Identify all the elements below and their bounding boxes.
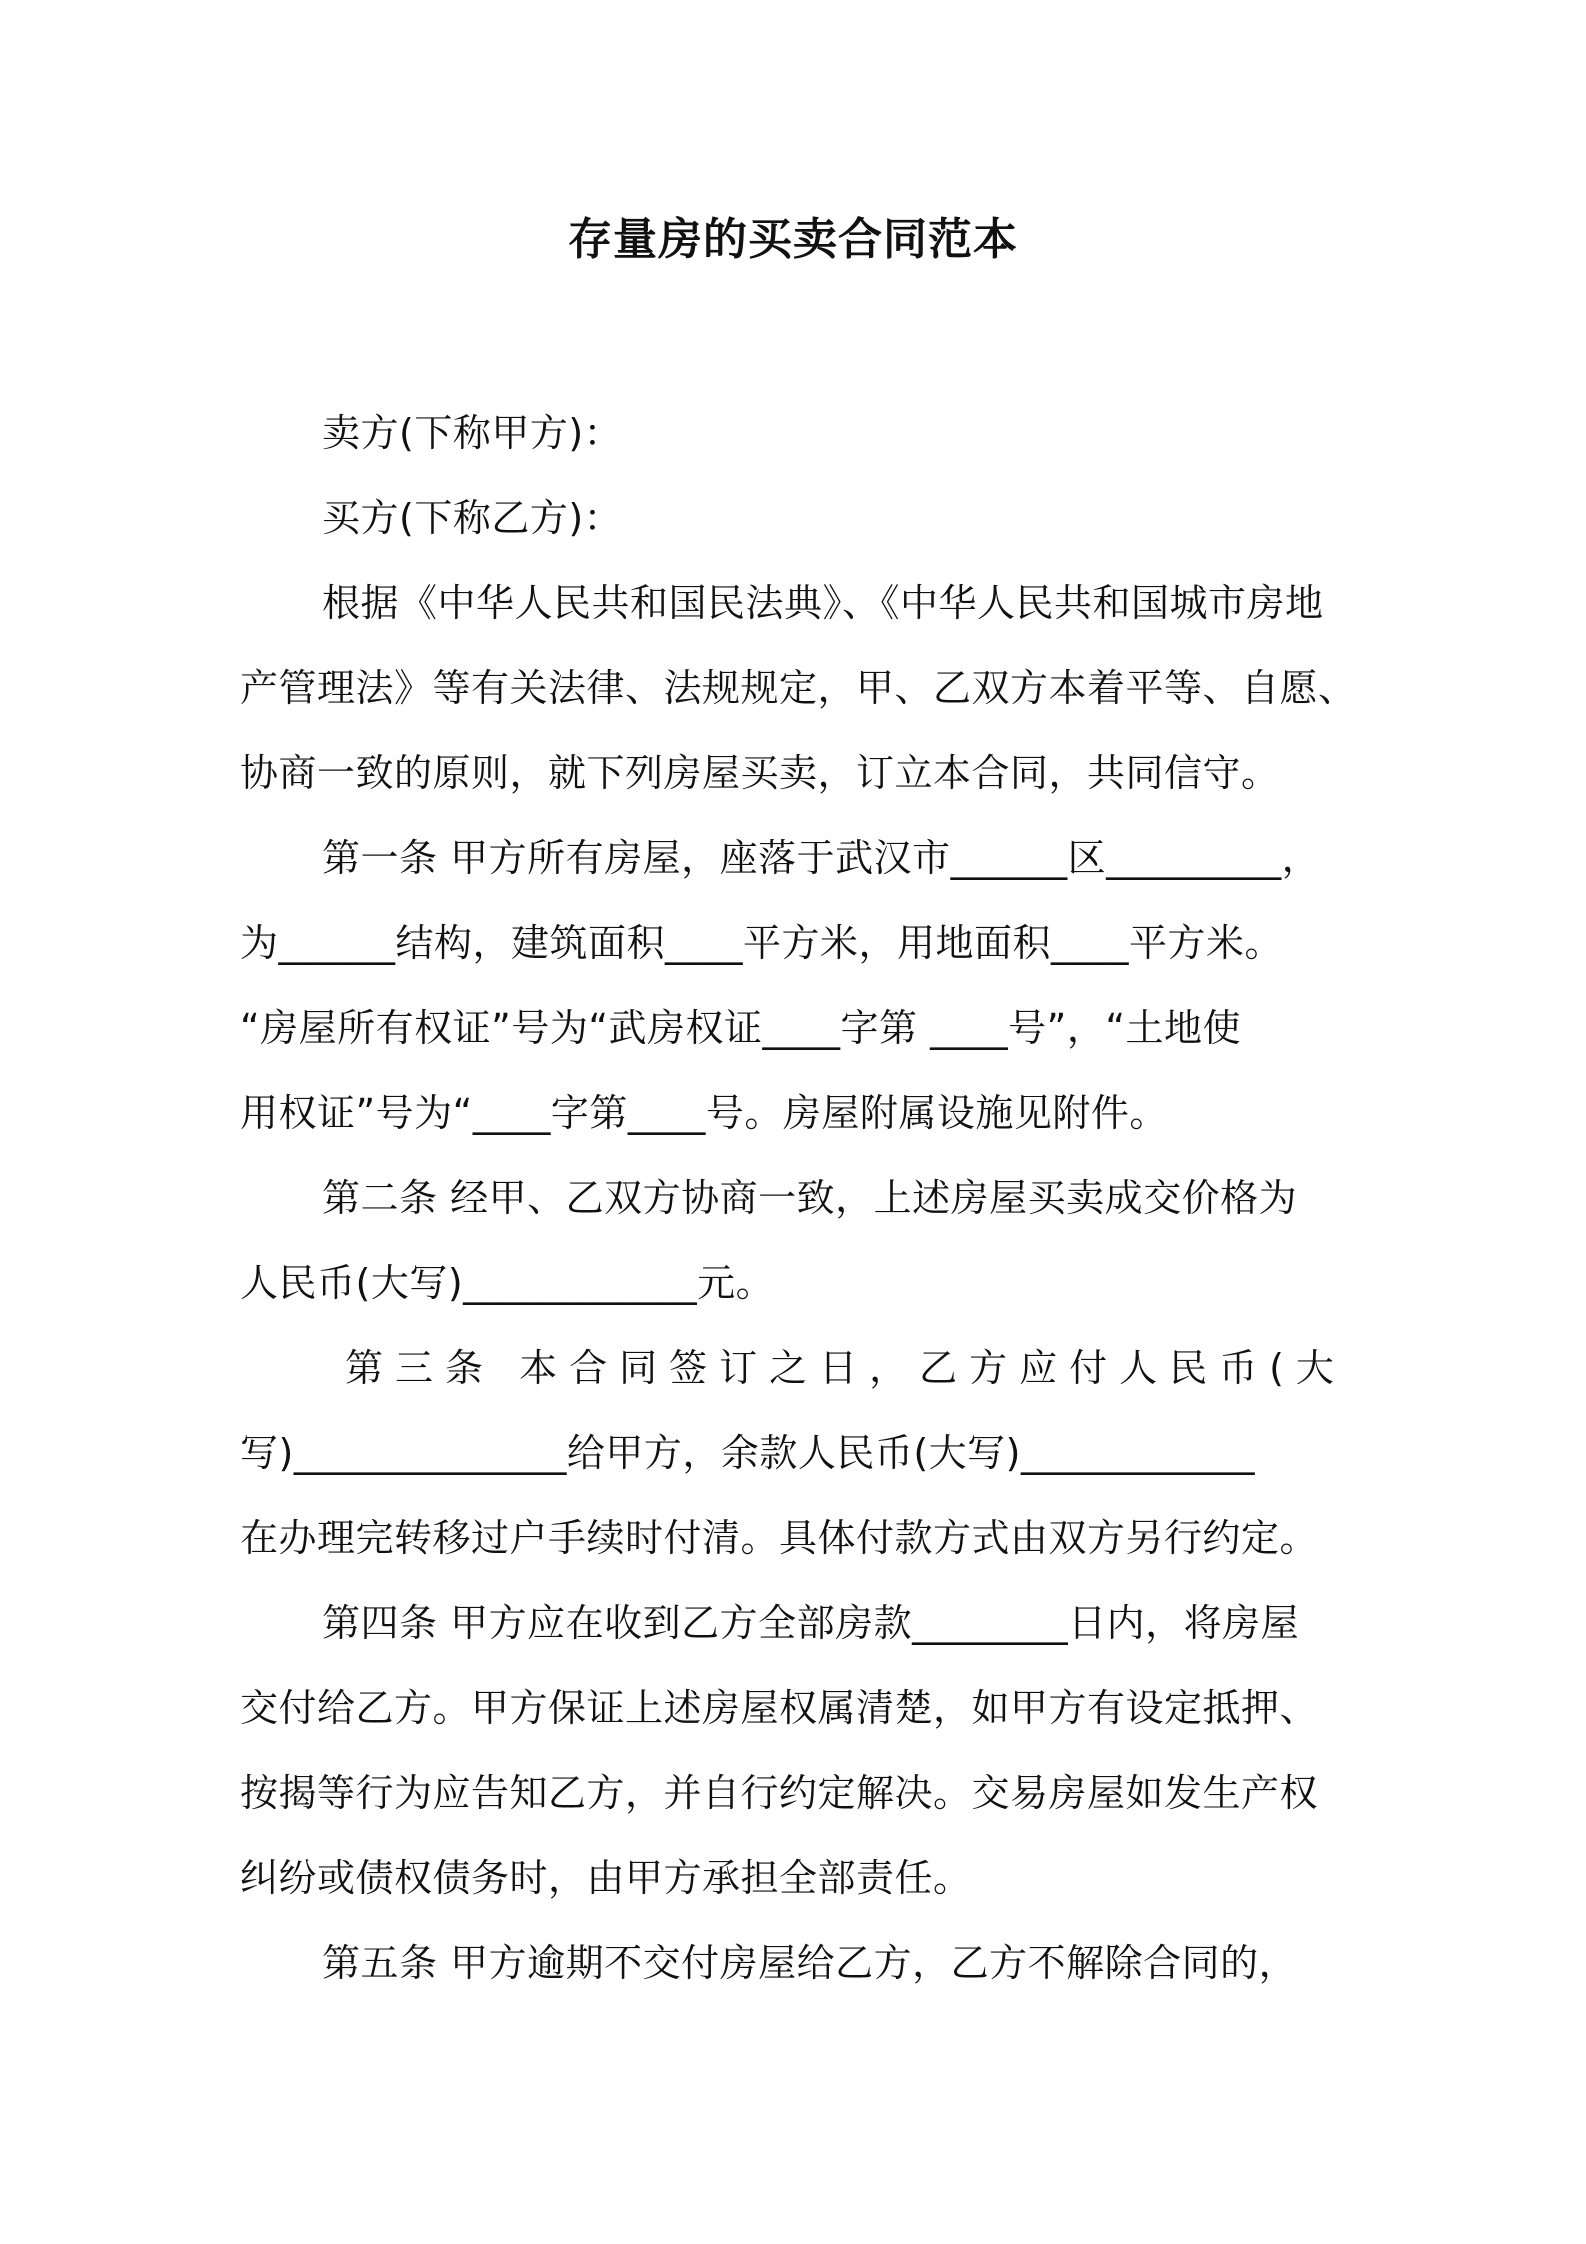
article-5-line-1: 第五条 甲方逾期不交付房屋给乙方，乙方不解除合同的， xyxy=(322,1941,1298,1985)
preamble-line-3: 协商一致的原则，就下列房屋买卖，订立本合同，共同信守。 xyxy=(240,751,1280,795)
seller-line: 卖方(下称甲方)： xyxy=(322,411,623,455)
article-4-line-4: 纠纷或债权债务时，由甲方承担全部责任。 xyxy=(240,1856,972,1900)
article-1-line-2: 为______结构，建筑面积____平方米，用地面积____平方米。 xyxy=(240,921,1284,965)
buyer-line: 买方(下称乙方)： xyxy=(322,496,623,540)
article-4-line-1: 第四条 甲方应在收到乙方全部房款________日内，将房屋 xyxy=(322,1601,1300,1645)
article-1-line-4: 用权证”号为“____字第____号。房屋附属设施见附件。 xyxy=(240,1091,1168,1135)
article-4-line-3: 按揭等行为应告知乙方，并自行约定解决。交易房屋如发生产权 xyxy=(240,1771,1319,1815)
article-3-line-3: 在办理完转移过户手续时付清。具体付款方式由双方另行约定。 xyxy=(240,1516,1319,1560)
article-4-line-2: 交付给乙方。甲方保证上述房屋权属清楚，如甲方有设定抵押、 xyxy=(240,1686,1319,1730)
article-2-line-1: 第二条 经甲、乙双方协商一致，上述房屋买卖成交价格为 xyxy=(322,1176,1298,1220)
article-1-line-3: “房屋所有权证”号为“武房权证____字第 ____号”，“土地使 xyxy=(240,1006,1242,1050)
article-3-line-1: 第三条 本合同签订之日，乙方应付人民币(大 xyxy=(345,1346,1346,1390)
preamble-line-1: 根据《中华人民共和国民法典》、《中华人民共和国城市房地 xyxy=(322,581,1324,625)
article-1-line-1: 第一条 甲方所有房屋，座落于武汉市______区_________， xyxy=(322,836,1321,880)
article-3-line-2: 写)______________给甲方，余款人民币(大写)____________ xyxy=(240,1431,1255,1475)
article-2-line-2: 人民币(大写)____________元。 xyxy=(240,1261,775,1305)
page-title: 存量房的买卖合同范本 xyxy=(568,214,1018,265)
preamble-line-2: 产管理法》等有关法律、法规规定，甲、乙双方本着平等、自愿、 xyxy=(240,666,1357,710)
